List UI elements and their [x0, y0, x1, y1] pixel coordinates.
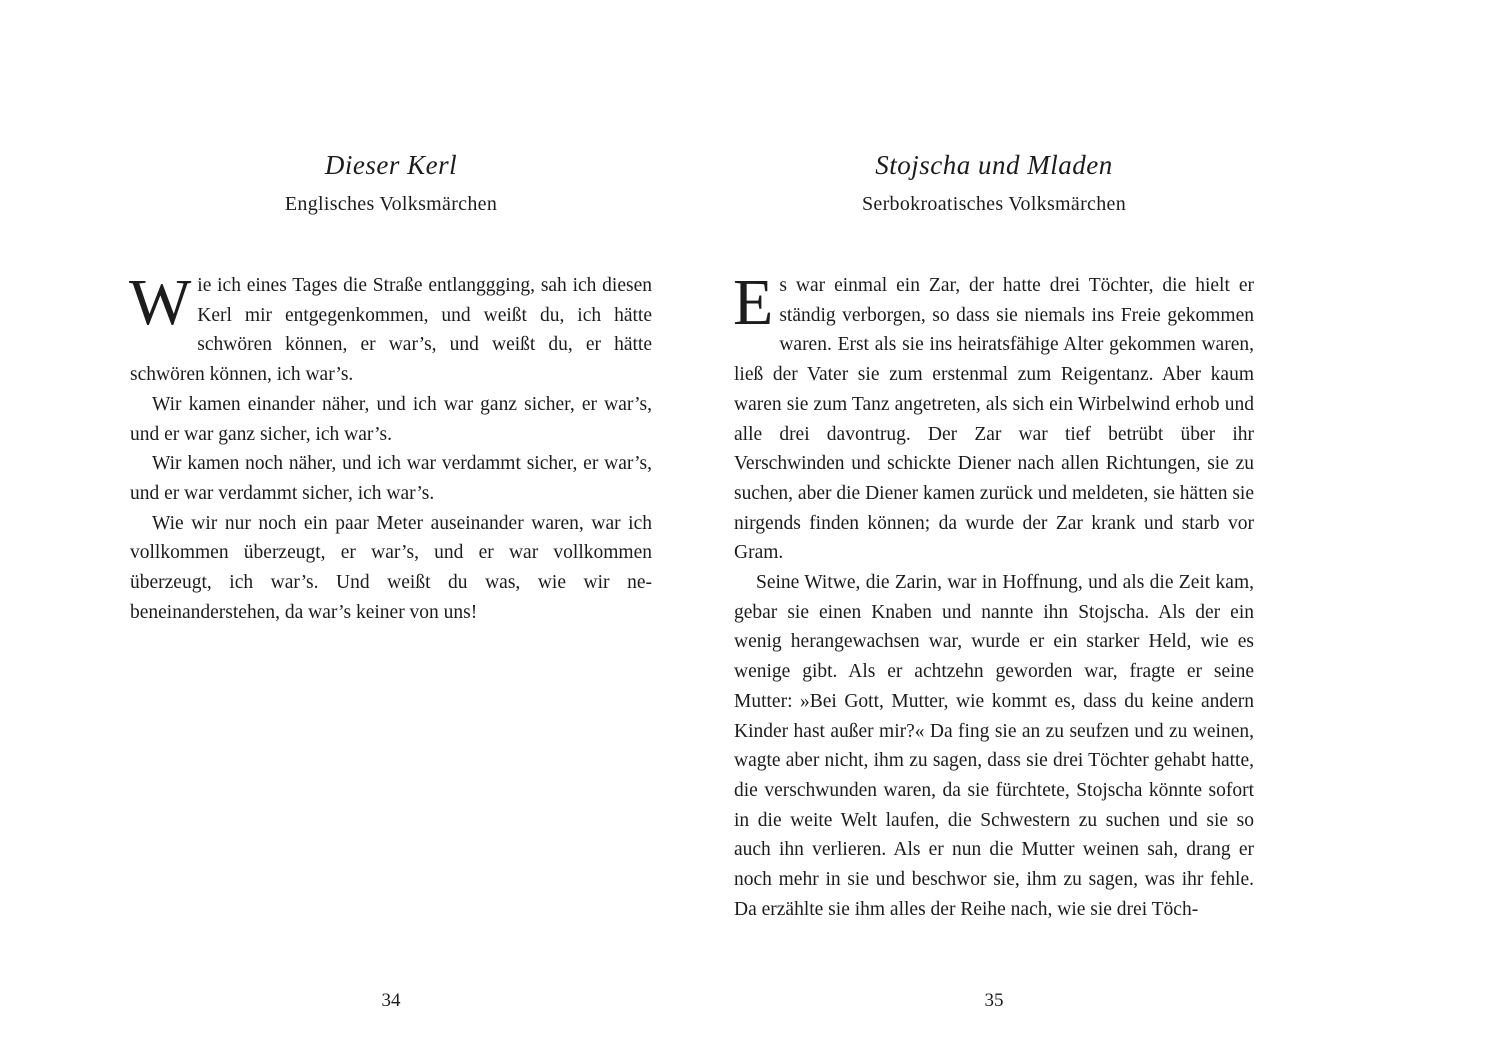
story-title: Stojscha und Mladen [875, 150, 1113, 180]
paragraph [129, 266, 652, 390]
paragraph: Seine Witwe, die Zarin, war in Hoffnung, und als die Zeit kam, gebar sie einen Knaben und nannte ihn Stojscha. Als der ein wenig herangewachsen war, wurde er ein starker Held, wie es wenige gibt. Als er achtzehn geworden war, fragte er seine Mutter: »Bei Gott, Mutter, wie kommt es, dass du keine andern Kinder hast außer mir?« Da fing sie an zu seufzen und zu weinen, wagte aber nicht, ihm zu sagen, dass sie drei Töchter gehabt hatte, die verschwunden waren, da sie fürchtete, Stojscha könnte sofort in die weite Welt laufen, die Schwestern zu suchen und sie so auch ihn verlieren. Als er nun die Mutter weinen sah, drang er noch mehr in sie und beschwor sie, ihm zu sagen, was ihr fehle. Da erzählte sie ihm alles der Reihe nach, wie sie drei Töch- [734, 572, 1254, 920]
paragraph: Wie wir nur noch ein paar Meter auseinander waren, war ich vollkommen überzeugt, er war’s, und er war vollkommen überzeugt, ich war’s. Und weißt du was, wie wir nebeneinanderstehen, da war’s keiner von uns! [130, 512, 652, 623]
paragraph-text: ie ich eines Tages die Straße entlanggging, sah ich diesen Kerl mir entgegenkommen, und weißt du, ich hätte schwören können, er war’s, und weißt du, er hätte schwören können, ich war’s. [130, 275, 652, 386]
story-body [733, 266, 1254, 924]
story-subtitle: Serbokroatisches Volksmärchen [861, 193, 1127, 215]
drop-cap: W [129, 266, 192, 339]
paragraph [733, 266, 1254, 568]
story-subtitle: Englisches Volksmärchen [284, 193, 498, 215]
story-body [129, 266, 652, 627]
right-page [734, 0, 1254, 1045]
page-number: 35 [984, 990, 1004, 1011]
paragraph: Wir kamen noch näher, und ich war verdammt sicher, er war’s, und er war verdammt sicher, ich war’s. [130, 453, 652, 504]
left-page [130, 0, 652, 1045]
paragraph: Wir kamen einander näher, und ich war ganz sicher, er war’s, und er war ganz sicher, ich war’s. [130, 393, 652, 445]
story-title: Dieser Kerl [324, 150, 458, 180]
drop-cap: E [733, 266, 774, 339]
page-number: 34 [381, 990, 401, 1011]
paragraph-text: s war einmal ein Zar, der hatte drei Töchter, die hielt er ständig verborgen, so dass sie niemals ins Freie gekommen waren. Erst als sie ins heiratsfähige Alter gekommen waren, ließ der Vater sie zum erstenmal zum Reigentanz. Aber kaum waren sie zum Tanz angetreten, als sich ein Wirbelwind erhob und alle drei davontrug. Der Zar war tief betrübt über ihr Verschwinden und schickte Diener nach allen Richtungen, sie zu suchen, aber die Diener kamen zurück und meldeten, sie hätten sie nirgends finden können; da wurde der Zar krank und starb vor Gram. [734, 275, 1254, 564]
